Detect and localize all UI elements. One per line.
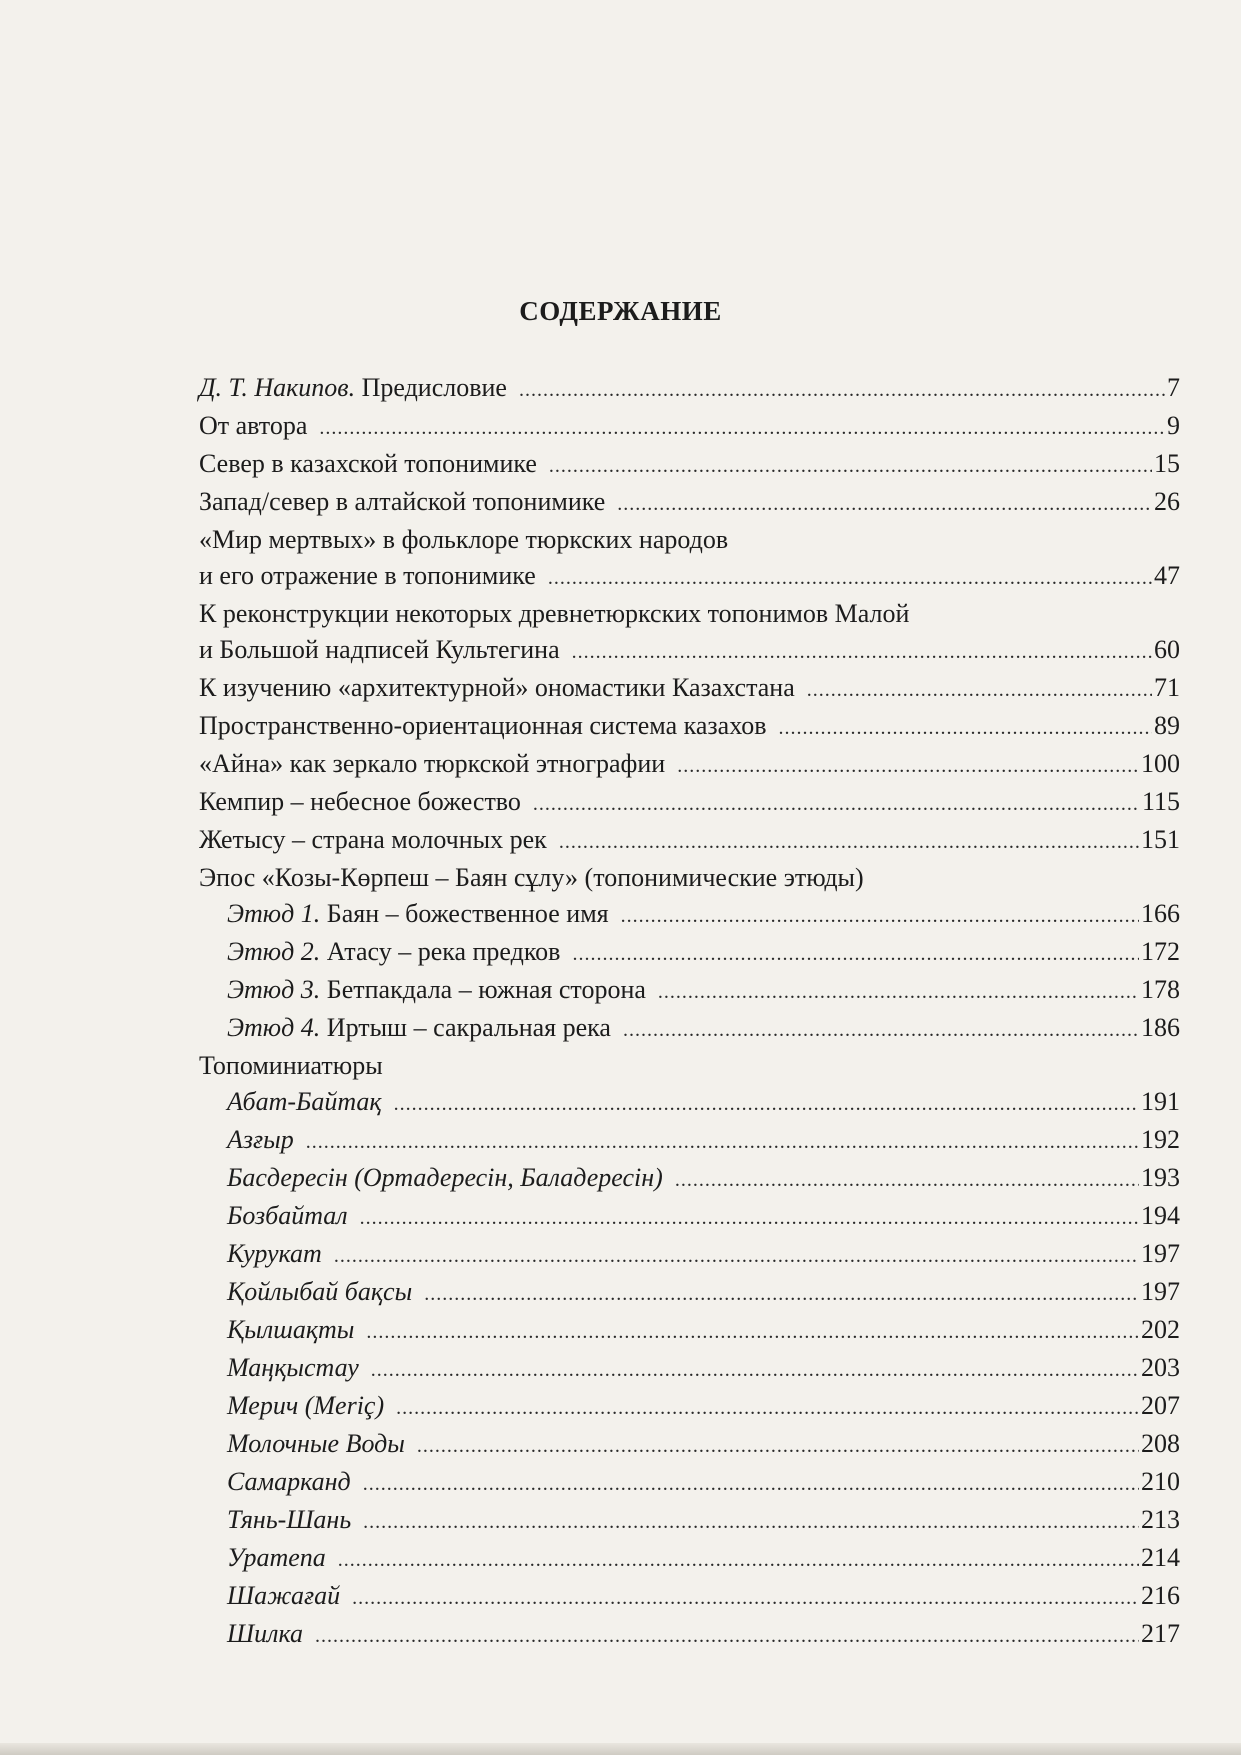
dot-leader — [549, 446, 1152, 484]
dot-leader — [394, 1084, 1139, 1122]
dot-leader — [519, 370, 1165, 408]
topominiatures-list — [199, 1084, 1180, 1654]
dot-leader — [371, 1350, 1139, 1388]
entry-title: Жетысу – страна молочных рек — [199, 825, 547, 854]
dot-leader — [352, 1578, 1139, 1616]
entry-page: 178 — [1141, 975, 1180, 1004]
entry-title: Қойлыбай бақсы — [227, 1277, 413, 1306]
toc-entry[interactable] — [199, 822, 1180, 860]
entry-title-line1: «Мир мертвых» в фольклоре тюркских народов — [199, 525, 729, 554]
entry-page: 193 — [1141, 1163, 1180, 1192]
toc-entry[interactable] — [199, 708, 1180, 746]
entry-page: 210 — [1141, 1467, 1180, 1496]
entry-title: Север в казахской топонимике — [199, 449, 537, 478]
entry-page: 47 — [1154, 561, 1180, 590]
toc-subentry[interactable] — [199, 1084, 1180, 1122]
toc-section-epos — [199, 860, 1180, 896]
page-title: СОДЕРЖАНИЕ — [519, 296, 722, 326]
etude-label: Этюд 4. — [227, 1013, 321, 1042]
dot-leader — [778, 708, 1152, 746]
toc-entry[interactable] — [199, 670, 1180, 708]
toc-section-topominiatures — [199, 1048, 1180, 1084]
toc-entry[interactable] — [199, 596, 1180, 670]
toc-entry[interactable] — [199, 408, 1180, 446]
toc-subentry[interactable] — [199, 1426, 1180, 1464]
entry-page: 9 — [1167, 411, 1180, 440]
toc-subentry[interactable] — [199, 1464, 1180, 1502]
entry-title: Маңқыстау — [227, 1353, 359, 1382]
entry-page: 197 — [1141, 1239, 1180, 1268]
entry-title: «Айна» как зеркало тюркской этнографии — [199, 749, 666, 778]
toc-subentry[interactable] — [199, 1122, 1180, 1160]
toc-entry[interactable] — [199, 746, 1180, 784]
entry-page: 89 — [1154, 711, 1180, 740]
entry-page: 203 — [1141, 1353, 1180, 1382]
entry-title: Бозбайтал — [227, 1201, 348, 1230]
entry-title: Атасу – река предков — [320, 937, 561, 966]
dot-leader — [617, 484, 1152, 522]
etude-label: Этюд 1. — [227, 899, 321, 928]
dot-leader — [675, 1160, 1139, 1198]
toc-subentry[interactable] — [199, 1578, 1180, 1616]
dot-leader — [548, 558, 1152, 596]
entry-page: 60 — [1154, 635, 1180, 664]
entry-page: 15 — [1154, 449, 1180, 478]
entry-title: Бетпакдала – южная сторона — [320, 975, 646, 1004]
entry-title: Самарканд — [227, 1467, 351, 1496]
entry-page: 197 — [1141, 1277, 1180, 1306]
entry-title: Молочные Воды — [227, 1429, 405, 1458]
dot-leader — [623, 1010, 1139, 1048]
dot-leader — [424, 1274, 1139, 1312]
section-heading: Топоминиатюры — [199, 1051, 383, 1080]
entry-page: 213 — [1141, 1505, 1180, 1534]
entry-title: Курукат — [227, 1239, 322, 1268]
dot-leader — [807, 670, 1152, 708]
toc-subentry[interactable] — [199, 1236, 1180, 1274]
entry-page: 71 — [1154, 673, 1180, 702]
dot-leader — [315, 1616, 1139, 1654]
entry-title: Азғыр — [227, 1125, 294, 1154]
entry-title: Шажағай — [227, 1581, 341, 1610]
dot-leader — [363, 1464, 1139, 1502]
toc-subentry[interactable] — [199, 1010, 1180, 1048]
dot-leader — [396, 1388, 1139, 1426]
entry-title: и Большой надписей Культегина — [199, 635, 560, 664]
toc-subentry[interactable] — [199, 1160, 1180, 1198]
entry-page: 207 — [1141, 1391, 1180, 1420]
entry-page: 216 — [1141, 1581, 1180, 1610]
dot-leader — [572, 934, 1139, 972]
toc-subentry[interactable] — [199, 1312, 1180, 1350]
page-bottom-edge — [0, 1743, 1241, 1755]
dot-leader — [677, 746, 1139, 784]
toc-subentry[interactable] — [199, 972, 1180, 1010]
entry-title: Запад/север в алтайской топонимике — [199, 487, 606, 516]
toc-entry[interactable] — [199, 446, 1180, 484]
dot-leader — [533, 784, 1140, 822]
toc-subentry[interactable] — [199, 1388, 1180, 1426]
dot-leader — [338, 1540, 1139, 1578]
toc-subentry[interactable] — [199, 1274, 1180, 1312]
entry-page: 7 — [1167, 373, 1180, 402]
entry-title: Тянь-Шань — [227, 1505, 352, 1534]
toc-subentry[interactable] — [199, 896, 1180, 934]
entry-title-line1: К реконструкции некоторых древнетюркских топонимов Малой — [199, 599, 910, 628]
entry-title: Уратепа — [227, 1543, 326, 1572]
entry-title: Абат-Байтақ — [227, 1087, 382, 1116]
toc-subentry[interactable] — [199, 1616, 1180, 1654]
entry-title: К изучению «архитектурной» ономастики Казахстана — [199, 673, 795, 702]
toc-subentry[interactable] — [199, 934, 1180, 972]
dot-leader — [621, 896, 1139, 934]
dot-leader — [366, 1312, 1139, 1350]
toc-entry[interactable] — [199, 484, 1180, 522]
dot-leader — [334, 1236, 1139, 1274]
dot-leader — [360, 1198, 1139, 1236]
etude-label: Этюд 3. — [227, 975, 321, 1004]
entry-page: 194 — [1141, 1201, 1180, 1230]
dot-leader — [363, 1502, 1139, 1540]
entry-title: Баян – божественное имя — [320, 899, 609, 928]
etude-label: Этюд 2. — [227, 937, 321, 966]
entry-title: Шилка — [227, 1619, 303, 1648]
entry-page: 100 — [1141, 749, 1180, 778]
entry-page: 208 — [1141, 1429, 1180, 1458]
entry-title: От автора — [199, 411, 308, 440]
entry-page: 26 — [1154, 487, 1180, 516]
table-of-contents — [199, 370, 1180, 1654]
entry-page: 172 — [1141, 937, 1180, 966]
toc-subentry[interactable] — [199, 1198, 1180, 1236]
section-heading: Эпос «Козы-Көрпеш – Баян сұлу» (топонимические этюды) — [199, 863, 864, 892]
dot-leader — [306, 1122, 1139, 1160]
entry-title: и его отражение в топонимике — [199, 561, 536, 590]
toc-subentry[interactable] — [199, 1502, 1180, 1540]
entry-author: Д. Т. Накипов. — [199, 373, 356, 402]
entry-title: Мерич (Meriç) — [227, 1391, 385, 1420]
toc-entry[interactable] — [199, 522, 1180, 596]
dot-leader — [559, 822, 1139, 860]
entry-title: Предисловие — [355, 373, 507, 402]
toc-entry-foreword[interactable] — [199, 370, 1180, 408]
dot-leader — [572, 632, 1152, 670]
entry-title: Басдересін (Ортадересін, Баладересін) — [227, 1163, 663, 1192]
toc-subentry[interactable] — [199, 1350, 1180, 1388]
entry-page: 202 — [1141, 1315, 1180, 1344]
entry-page: 151 — [1141, 825, 1180, 854]
entry-title: Пространственно-ориентационная система казахов — [199, 711, 767, 740]
toc-entry[interactable] — [199, 784, 1180, 822]
entry-page: 214 — [1141, 1543, 1180, 1572]
entry-page: 115 — [1141, 787, 1180, 816]
dot-leader — [658, 972, 1139, 1010]
entry-page: 217 — [1141, 1619, 1180, 1648]
entry-title: Кемпир – небесное божество — [199, 787, 521, 816]
dot-leader — [319, 408, 1165, 446]
entry-page: 166 — [1141, 899, 1180, 928]
entry-title: Қылшақты — [227, 1315, 355, 1344]
entry-page: 191 — [1141, 1087, 1180, 1116]
entry-page: 186 — [1141, 1013, 1180, 1042]
dot-leader — [417, 1426, 1139, 1464]
toc-subentry[interactable] — [199, 1540, 1180, 1578]
entry-page: 192 — [1141, 1125, 1180, 1154]
entry-title: Иртыш – сакральная река — [320, 1013, 611, 1042]
